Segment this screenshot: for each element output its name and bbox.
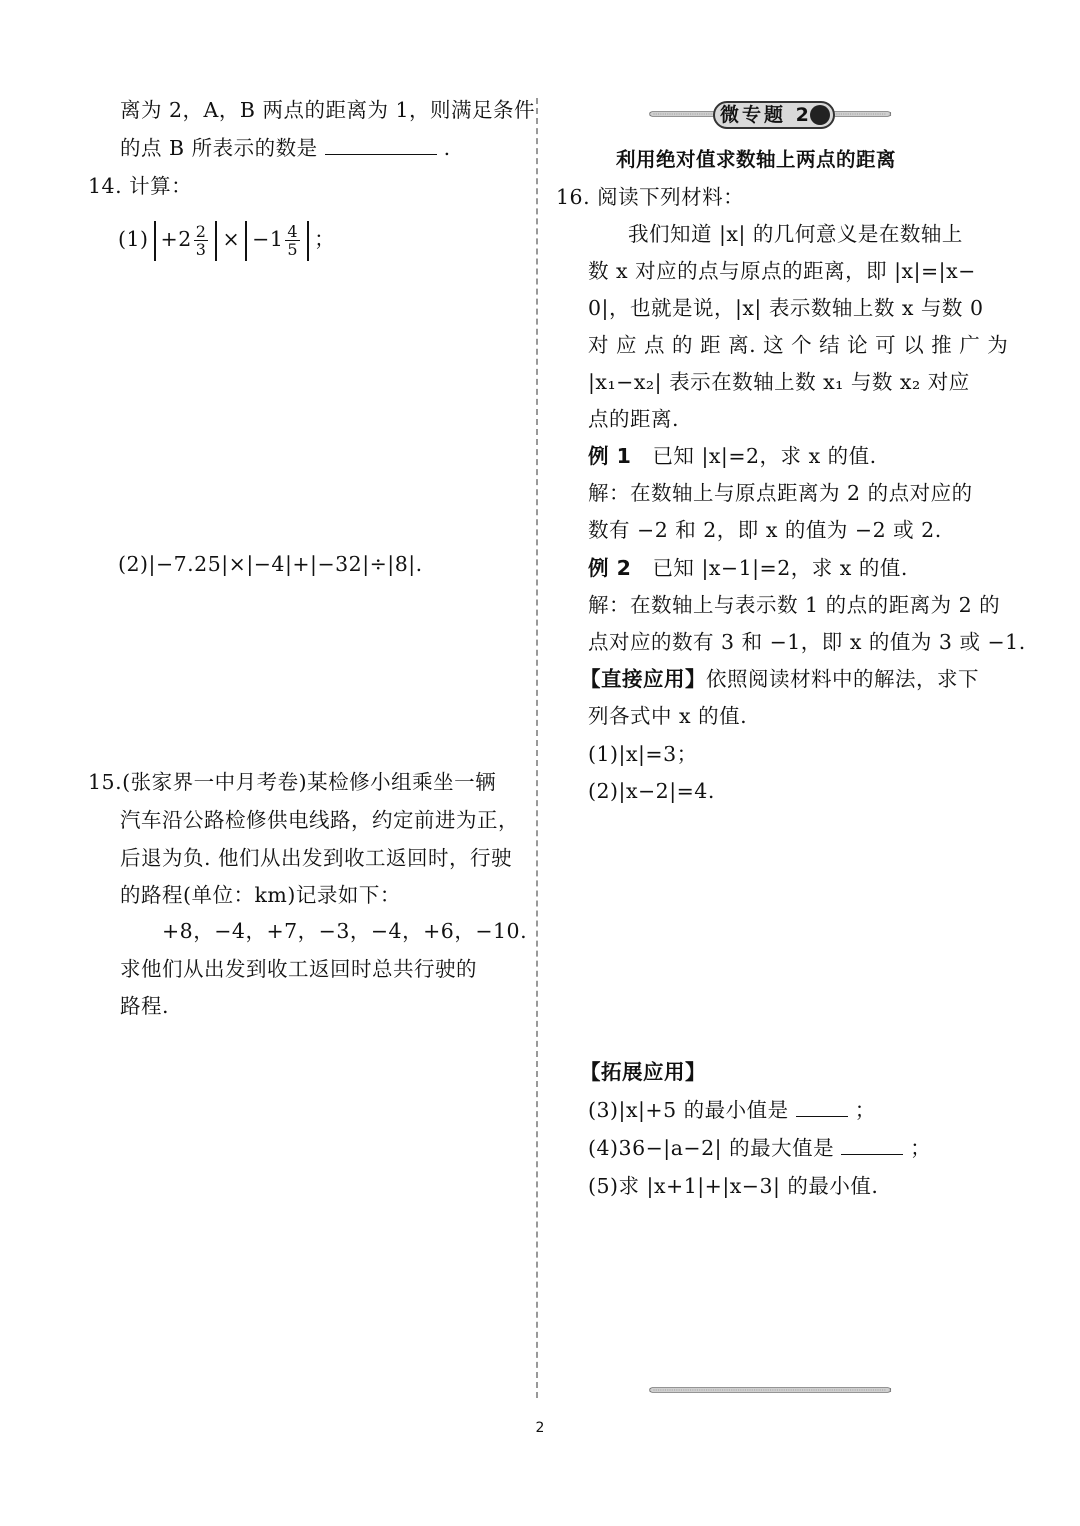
abs-bar (215, 221, 217, 261)
example-2-solution-2: 点对应的数有 3 和 −1，即 x 的值为 3 或 −1. (588, 630, 1026, 654)
material-line-1: 我们知道 |x| 的几何意义是在数轴上 (628, 222, 963, 246)
material-line-5: |x₁−x₂| 表示在数轴上数 x₁ 与数 x₂ 对应 (588, 370, 970, 394)
direct-application-text: 依照阅读材料中的解法，求下 (706, 667, 979, 691)
q13-tail-text: 的点 B 所表示的数是 (120, 136, 318, 160)
extended-item-3-text: (3)|x|+5 的最小值是 (588, 1098, 789, 1122)
fraction-4-5 (285, 223, 300, 258)
q13-tail-line1: 离为 2，A，B 两点的距离为 1，则满足条件 (120, 98, 536, 122)
footer-decor-bar (556, 1386, 984, 1394)
q15-line6: 求他们从出发到收工返回时总共行驶的 (120, 957, 477, 981)
example-2-label: 例 2 (588, 556, 632, 580)
abs-bar (245, 221, 247, 261)
example-1-solution-1: 解：在数轴上与原点距离为 2 的点对应的 (588, 481, 973, 505)
q16-title: 16. 阅读下列材料： (556, 185, 745, 209)
q14-1-term1-sign: +2 (160, 227, 192, 251)
extended-item-4-blank (841, 1134, 903, 1155)
q14-part2: (2)|−7.25|×|−4|+|−32|÷|8|. (118, 552, 423, 576)
example-2 (588, 554, 908, 582)
abs-bar (307, 221, 309, 261)
direct-application (580, 665, 979, 693)
example-1-text: 已知 |x|=2，求 x 的值. (652, 444, 877, 468)
q14-1-term2-sign: −1 (252, 227, 284, 251)
topic-title: 利用绝对值求数轴上两点的距离 (616, 148, 897, 171)
q13-answer-blank (325, 134, 437, 155)
material-line-2: 数 x 对应的点与原点的距离，即 |x|=|x− (588, 259, 976, 283)
example-1-solution-2: 数有 −2 和 2，即 x 的值为 −2 或 2. (588, 518, 942, 542)
extended-item-5: (5)求 |x+1|+|x−3| 的最小值. (588, 1174, 879, 1198)
extended-item-4-text: (4)36−|a−2| 的最大值是 (588, 1136, 835, 1160)
extended-item-3-end: ； (854, 1098, 876, 1122)
direct-item-2: (2)|x−2|=4. (588, 779, 715, 803)
badge-label: 微专题 2 (720, 104, 812, 126)
page-number: 2 (535, 1420, 545, 1436)
fraction-numerator: 4 (287, 222, 299, 241)
extended-item-4-end: ； (910, 1136, 932, 1160)
material-line-4: 对 应 点 的 距 离. 这 个 结 论 可 以 推 广 为 (588, 333, 1009, 357)
q13-tail-end: . (443, 136, 451, 160)
q15-line1: 15.(张家界一中月考卷)某检修小组乘坐一辆 (88, 770, 497, 794)
fraction-2-3 (194, 223, 209, 258)
abs-bar (154, 221, 156, 261)
direct-application-text-2: 列各式中 x 的值. (588, 704, 748, 728)
extended-item-3 (588, 1096, 876, 1124)
example-1-label: 例 1 (588, 444, 632, 468)
extended-item-4 (588, 1134, 931, 1162)
topic-badge (712, 100, 836, 130)
q14-part1 (118, 216, 335, 262)
fraction-numerator: 2 (195, 222, 207, 241)
q15-line4: 的路程(单位：km)记录如下： (120, 883, 401, 907)
example-2-text: 已知 |x−1|=2，求 x 的值. (652, 556, 908, 580)
direct-item-1: (1)|x|=3； (588, 742, 698, 766)
extended-application-label: 【拓展应用】 (580, 1060, 706, 1084)
q14-title: 14. 计算： (88, 174, 193, 198)
q13-tail-line2 (120, 134, 451, 162)
material-line-6: 点的距离. (588, 407, 680, 431)
q15-line2: 汽车沿公路检修供电线路，约定前进为正， (120, 808, 519, 832)
fraction-denominator: 3 (195, 240, 207, 259)
q15-line7: 路程. (120, 994, 170, 1018)
q14-1-prefix: (1) (118, 227, 149, 251)
column-divider (536, 98, 538, 1398)
q15-data: +8，−4，+7，−3，−4，+6，−10. (162, 919, 528, 943)
fraction-denominator: 5 (287, 240, 299, 259)
q14-1-end: ； (314, 227, 336, 251)
q15-line3: 后退为负. 他们从出发到收工返回时，行驶 (120, 846, 513, 870)
example-2-solution-1: 解：在数轴上与表示数 1 的点的距离为 2 的 (588, 593, 1001, 617)
direct-application-label: 【直接应用】 (580, 667, 706, 691)
example-1 (588, 442, 877, 470)
material-line-3: 0|，也就是说，|x| 表示数轴上数 x 与数 0 (588, 296, 984, 320)
extended-item-3-blank (796, 1096, 848, 1117)
times-sign: × (222, 227, 241, 251)
